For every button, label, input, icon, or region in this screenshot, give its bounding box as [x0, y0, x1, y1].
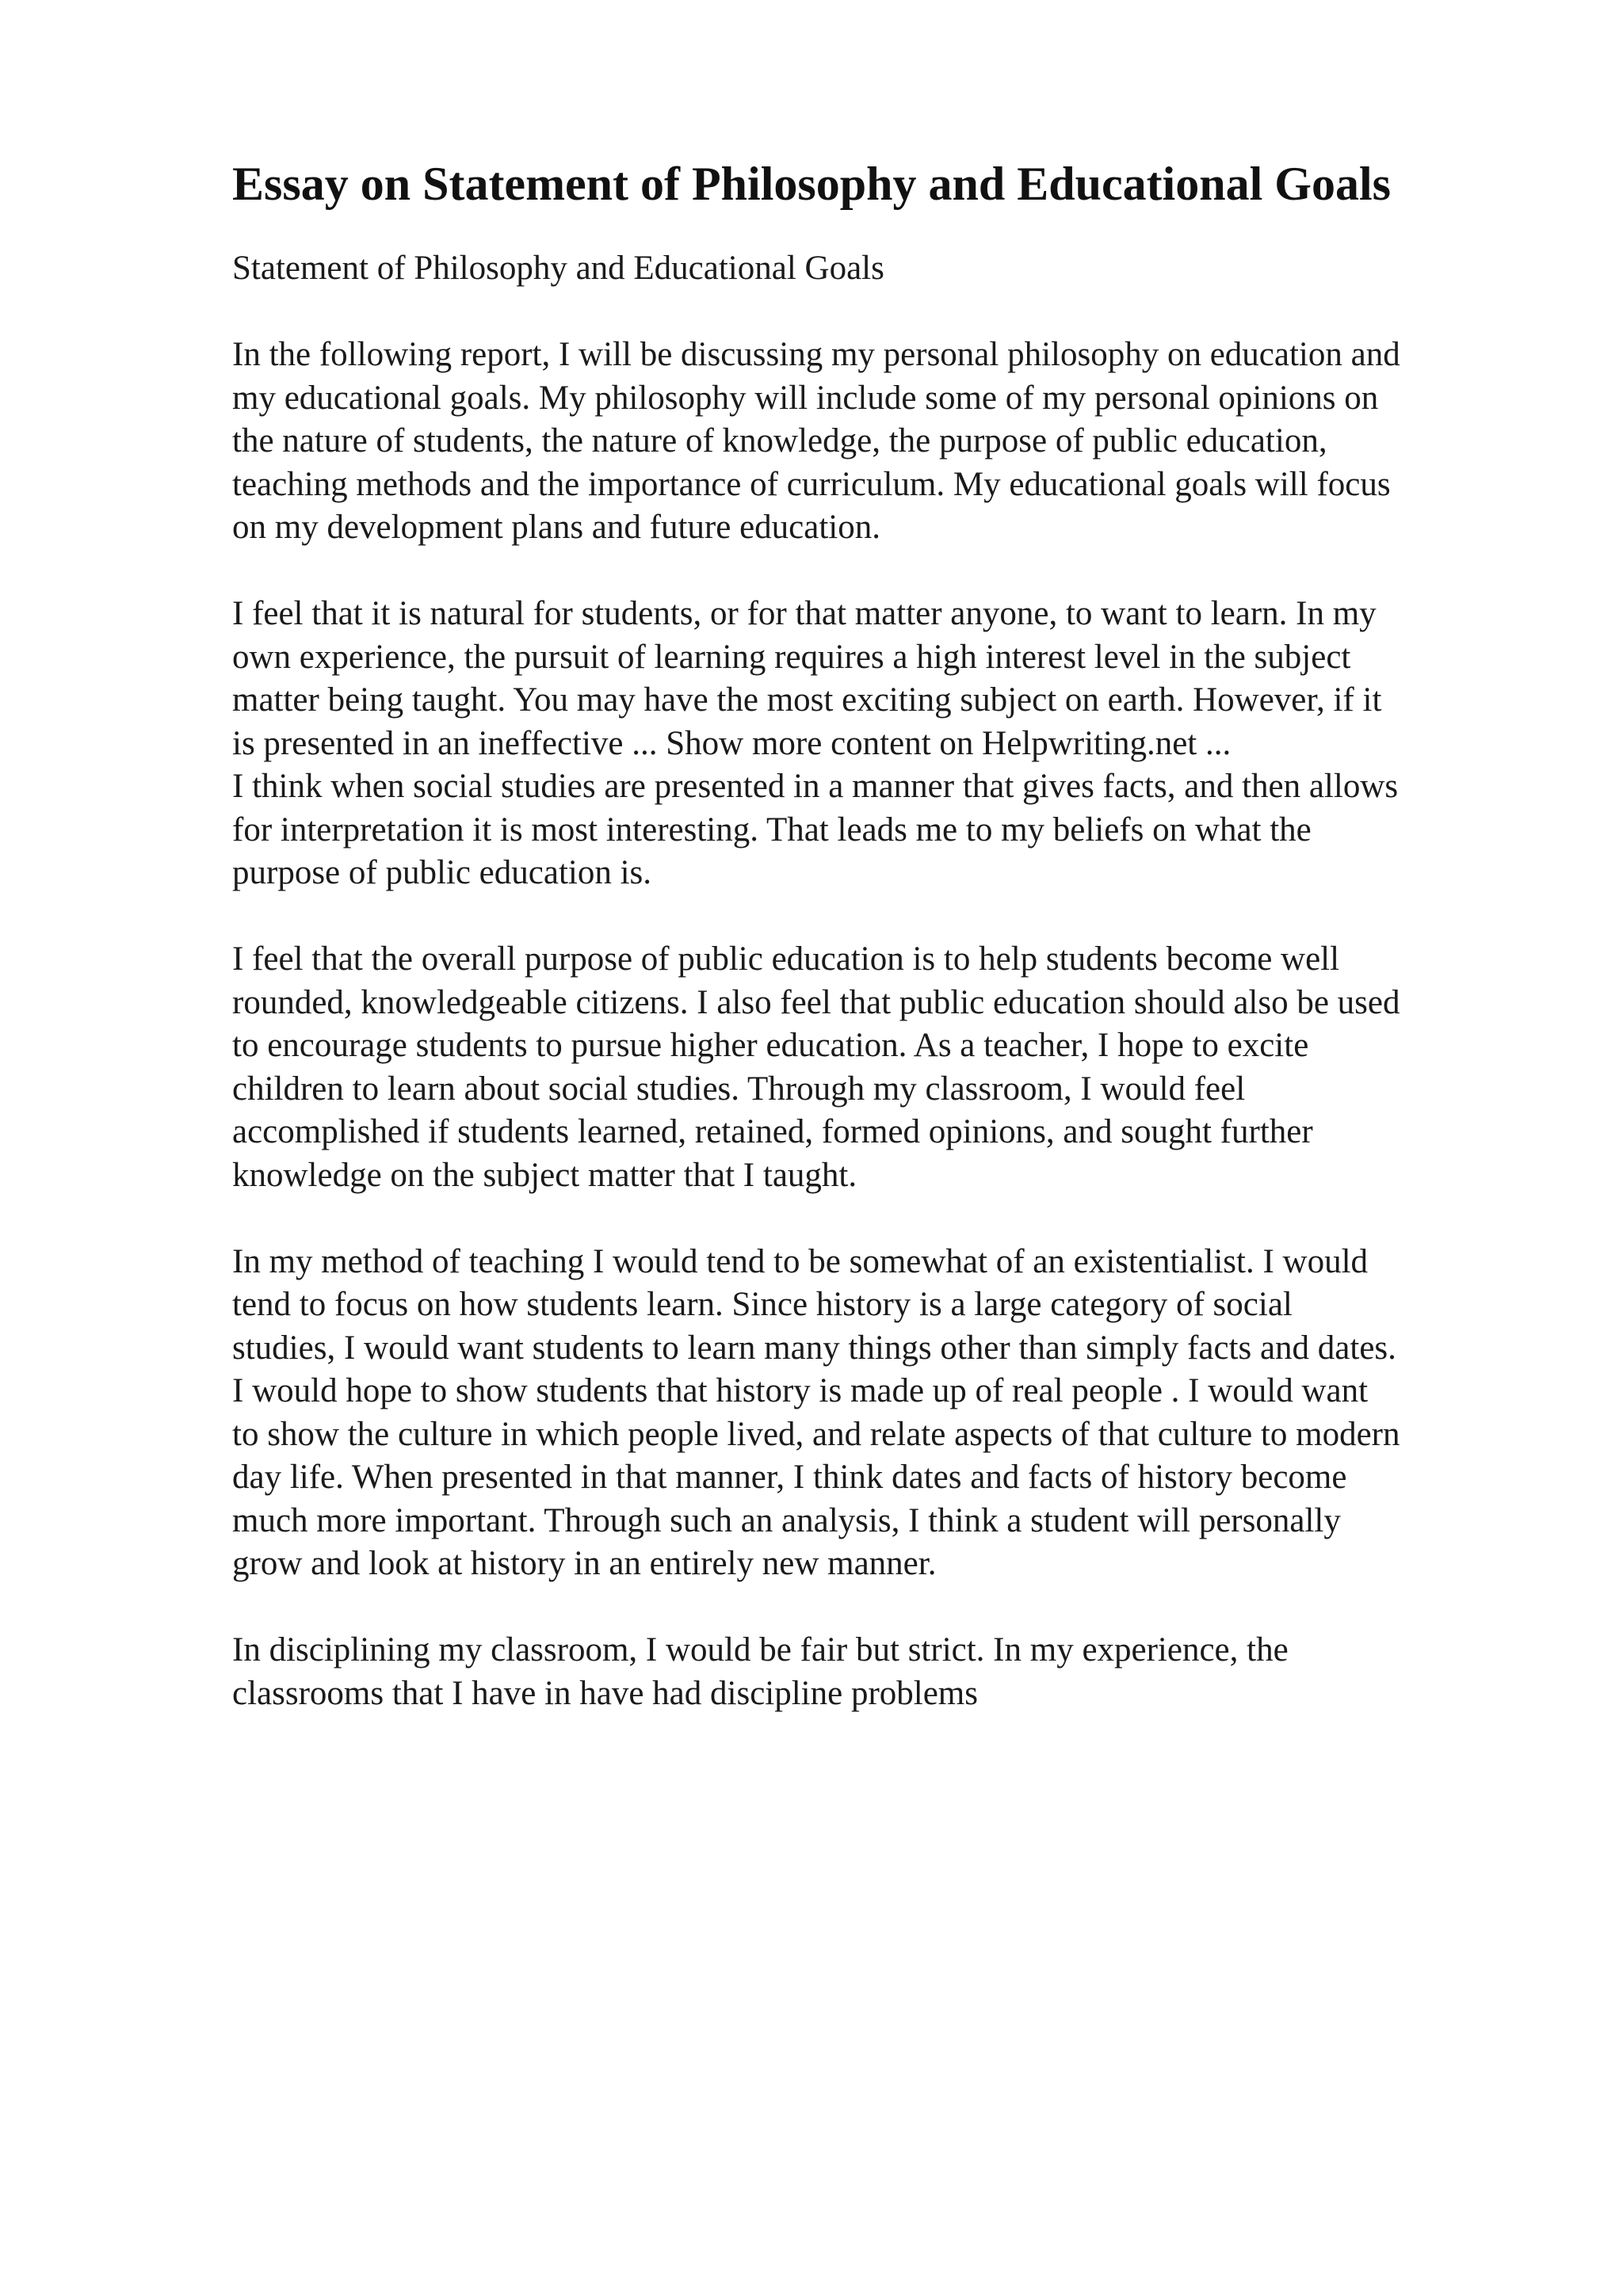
- text-line: purpose of public education is.: [232, 854, 652, 891]
- text-line: I think when social studies are presented in a manner that gives facts, and then allows: [232, 768, 1399, 805]
- text-line: day life. When presented in that manner, I think dates and facts of history become: [232, 1459, 1347, 1496]
- text-line: much more important. Through such an analysis, I think a student will personally: [232, 1501, 1341, 1539]
- text-line: teaching methods and the importance of curriculum. My educational goals will focus: [232, 465, 1391, 503]
- subtitle-line: Statement of Philosophy and Educational Goals: [232, 250, 884, 287]
- text-line: on my development plans and future education.: [232, 509, 880, 546]
- text-line: knowledge on the subject matter that I taught.: [232, 1156, 857, 1194]
- text-line: is presented in an ineffective ... Show more content on Helpwriting.net ...: [232, 724, 1232, 762]
- text-line: to encourage students to pursue higher education. As a teacher, I hope to excite: [232, 1027, 1309, 1064]
- text-line: for interpretation it is most interesting. That leads me to my beliefs on what the: [232, 810, 1312, 849]
- text-line: studies, I would want students to learn many things other than simply facts and dates.: [232, 1329, 1396, 1367]
- paragraph-social-studies: [232, 765, 1532, 895]
- text-line: I feel that the overall purpose of public education is to help students become well: [232, 940, 1340, 978]
- paragraph-intro: [232, 334, 1532, 550]
- text-line: rounded, knowledgeable citizens. I also feel that public education should also be used: [232, 983, 1400, 1021]
- document-title: Essay on Statement of Philosophy and Educational Goals: [232, 158, 1391, 210]
- paragraph-discipline: [232, 1629, 1532, 1715]
- text-line: In my method of teaching I would tend to be somewhat of an existentialist. I would: [232, 1242, 1369, 1280]
- paragraph-teaching-method: [232, 1241, 1532, 1586]
- text-line: I feel that it is natural for students, or for that matter anyone, to want to learn. In my: [232, 595, 1377, 632]
- paragraph-students: [232, 593, 1532, 765]
- text-line: my educational goals. My philosophy will include some of my personal opinions on: [232, 379, 1379, 417]
- text-line: children to learn about social studies. Through my classroom, I would feel: [232, 1070, 1246, 1108]
- text-line: the nature of students, the nature of knowledge, the purpose of public education,: [232, 422, 1327, 460]
- document-subtitle: [232, 247, 1532, 291]
- text-line: matter being taught. You may have the most exciting subject on earth. However, if it: [232, 681, 1382, 719]
- text-line: own experience, the pursuit of learning requires a high interest level in the subject: [232, 638, 1351, 676]
- text-line: classrooms that I have in have had discipline problems: [232, 1674, 978, 1712]
- document-body: [232, 247, 1532, 1715]
- paragraph-public-education: [232, 938, 1532, 1197]
- text-line: In disciplining my classroom, I would be fair but strict. In my experience, the: [232, 1631, 1289, 1669]
- text-line: grow and look at history in an entirely new manner.: [232, 1545, 937, 1582]
- text-line: accomplished if students learned, retained, formed opinions, and sought further: [232, 1113, 1313, 1150]
- text-line: tend to focus on how students learn. Since history is a large category of social: [232, 1286, 1293, 1323]
- text-line: I would hope to show students that history is made up of real people . I would want: [232, 1372, 1369, 1409]
- text-line: to show the culture in which people lived, and relate aspects of that culture to modern: [232, 1415, 1400, 1453]
- text-line: In the following report, I will be discussing my personal philosophy on education and: [232, 336, 1400, 373]
